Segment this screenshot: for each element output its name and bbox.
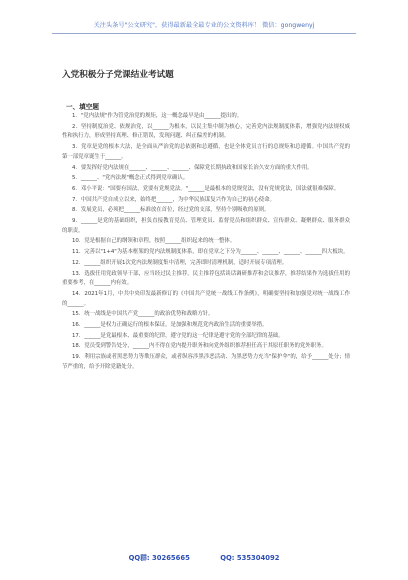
question-item: 2．坚持制度治党、依规治党，以______为根本，以民主集中制为核心，完善党内法规制度体系，增强党内法规权威性和执行力，形成坚持真理、修正错误，发现问题、纠正偏差的机制。 bbox=[62, 123, 350, 140]
question-item: 6．邓小平说："国要有国法，党要有党规党法。"______是最根本的党规党法，没有党规党法，国法就很难保障。 bbox=[72, 185, 340, 192]
question-item: 12．______组织开展1次党内法规制度集中清理，完善即时清理机制，适时开展专项清理。 bbox=[72, 259, 288, 266]
qq-group-number: QQ群: 30265665 bbox=[128, 554, 190, 562]
header-banner: 关注头条号"公文研究"，获得最新最全最专业的公文资料库！ 微信：gongwenyj bbox=[93, 22, 315, 29]
question-item: 18．党员受到警告处分，______内不得在党内提升职务和向党外组织推荐担任高于其原任职务的党外职务。 bbox=[72, 343, 327, 350]
question-item: 1．"党内法规"作为管党治党的规矩，这一概念最早是由______提出的。 bbox=[72, 113, 243, 119]
document-title: 入党积极分子党课结业考试题 bbox=[62, 70, 174, 80]
question-item: 14．2021年1月，中共中央印发最新修订的《中国共产党统一战线工作条例》，明确要坚持和加强党对统一战线工作的______。 bbox=[62, 290, 350, 307]
question-item: 7．中国共产党自成立以来，始终把______，为中华民族谋复兴作为自己的初心使命。 bbox=[72, 196, 275, 203]
question-item: 19．利用宗族或者黑恶势力等欺压群众，或者纵容涉黑涉恶活动、为黑恶势力充当"保护伞"的，给予______处分；情节严重的，给予开除党籍处分。 bbox=[62, 354, 350, 370]
page-footer bbox=[0, 552, 408, 562]
question-item: 15．统一战线是中国共产党______的政治优势和战略方针。 bbox=[72, 311, 214, 318]
question-item: 10．党是根据自己的纲领和章程，按照______组织起来的统一整体。 bbox=[72, 238, 236, 245]
question-item: 17．______是党最根本、最重要的纪律，遵守党的这一纪律是遵守党的全部纪律的基础。 bbox=[72, 332, 284, 339]
question-item: 4．要发挥好党内法规在______、______、______、保障党长期执政和国家长治久安方面的重大作用。 bbox=[72, 164, 313, 171]
question-item: 13．选拔任用党政领导干部，应当经过民主推荐。民主推荐包括谈话调研推荐和会议推荐，推荐结果作为选拔任用的重要参考，在______内有效。 bbox=[62, 270, 350, 287]
page-header bbox=[0, 0, 408, 40]
question-item: 5．______、"党内法规"概念正式得到党章确认。 bbox=[72, 175, 189, 182]
qq-number: QQ: 535304092 bbox=[220, 554, 280, 562]
question-item: 8．发展党员，必须把______标准放在首位，经过党的支部，坚持个别吸收的原则。 bbox=[72, 207, 270, 214]
question-item: 16．______是权力正确运行的根本保证，是加强和规范党内政治生活的重要举措。 bbox=[72, 322, 268, 329]
question-item: 11．完善以"1+4"为基本框架的党内法规制度体系，即在党章之下分为______、______、______、______四大板块。 bbox=[72, 249, 349, 256]
question-item: 3．党章是党的根本大法，是全面从严治党的总依据和总遵循，也是全体党员言行的总规矩和总遵循。中国共产党的第一部党章诞生于______。 bbox=[62, 144, 350, 160]
header-divider bbox=[52, 33, 356, 34]
section-heading: 一、填空题 bbox=[66, 103, 99, 111]
question-list bbox=[62, 112, 350, 374]
question-item: 9．______是党的基础组织，担负直接教育党员、管理党员、监督党员和组织群众、宣传群众、凝聚群众、服务群众的职责。 bbox=[62, 218, 350, 234]
